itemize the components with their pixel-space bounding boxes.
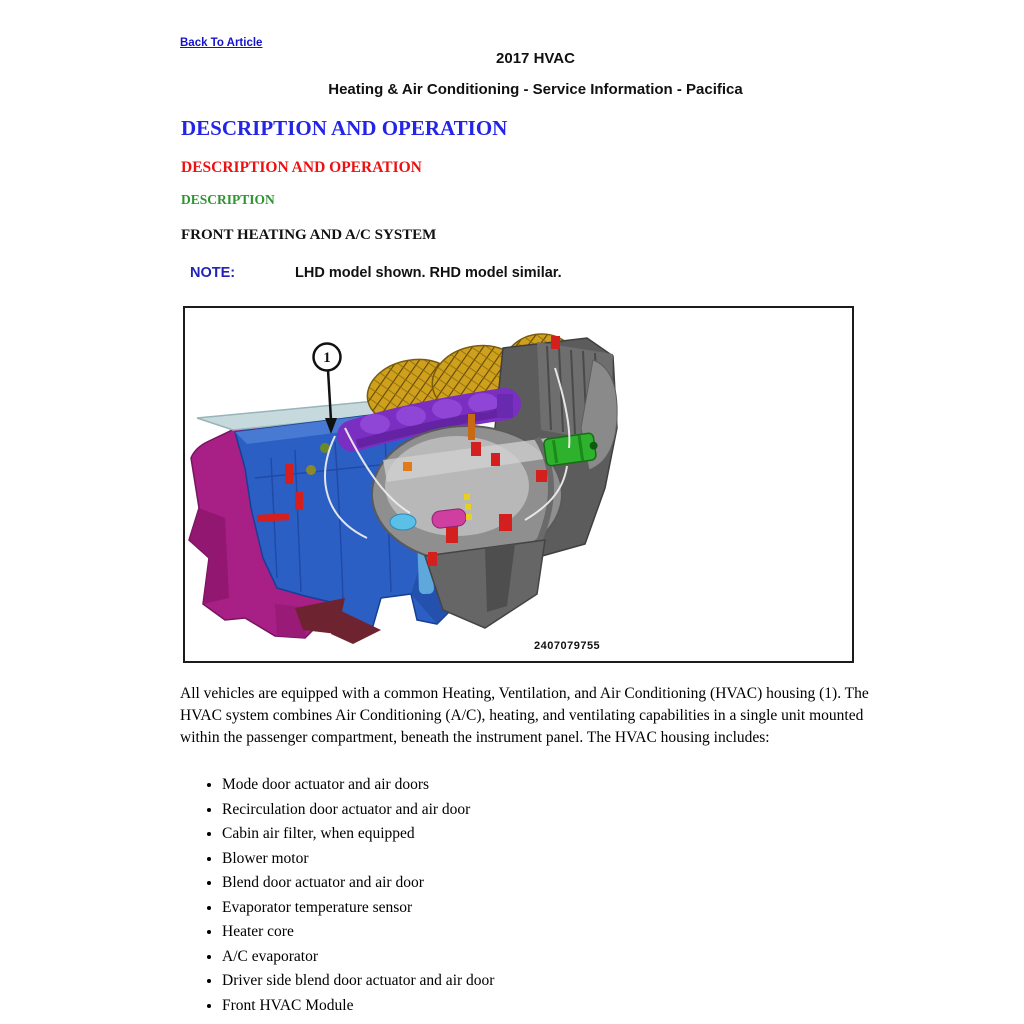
page-title: 2017 HVAC — [496, 50, 575, 67]
heading-description-and-operation-blue: DESCRIPTION AND OPERATION — [181, 116, 508, 140]
hvac-feature-list — [180, 776, 820, 1021]
body-paragraph: All vehicles are equipped with a common Heating, Ventilation, and Air Conditioning (HVAC) housing (1). The HVAC system combines Air Conditioning (A/C), heating, and ventilating capabilities in a single unit mounted within the passenger compartment, beneath the instrument panel. The HVAC housing includes: — [180, 685, 869, 746]
list-item: • Mode door actuator and air doors — [222, 776, 820, 794]
list-item: • Heater core — [222, 923, 820, 941]
magenta-shadow-shape — [189, 508, 229, 604]
list-item: • Front HVAC Module — [222, 997, 820, 1015]
figure-number: 2407079755 — [534, 640, 601, 652]
list-item: • Blend door actuator and air door — [222, 874, 820, 892]
callout-1-label: 1 — [323, 350, 331, 366]
note-text: LHD model shown. RHD model similar. — [295, 265, 562, 281]
heading-description-and-operation-red: DESCRIPTION AND OPERATION — [181, 159, 422, 176]
hvac-housing-illustration — [185, 308, 852, 661]
list-item: • A/C evaporator — [222, 948, 820, 966]
list-item: • Blower motor — [222, 850, 820, 868]
page-subtitle: Heating & Air Conditioning - Service Information - Pacifica — [328, 81, 743, 98]
note-label: NOTE: — [190, 265, 236, 281]
list-item: • Recirculation door actuator and air door — [222, 801, 820, 819]
heading-front-heating-ac-system: FRONT HEATING AND A/C SYSTEM — [181, 227, 437, 243]
list-item: • Driver side blend door actuator and air door — [222, 972, 820, 990]
list-item: • Evaporator temperature sensor — [222, 899, 820, 917]
hvac-housing-figure — [183, 306, 854, 663]
list-item: • Cabin air filter, when equipped — [222, 825, 820, 843]
back-to-article-link[interactable]: Back To Article — [180, 37, 263, 49]
note-block — [190, 265, 562, 281]
heading-description-green: DESCRIPTION — [181, 192, 275, 207]
